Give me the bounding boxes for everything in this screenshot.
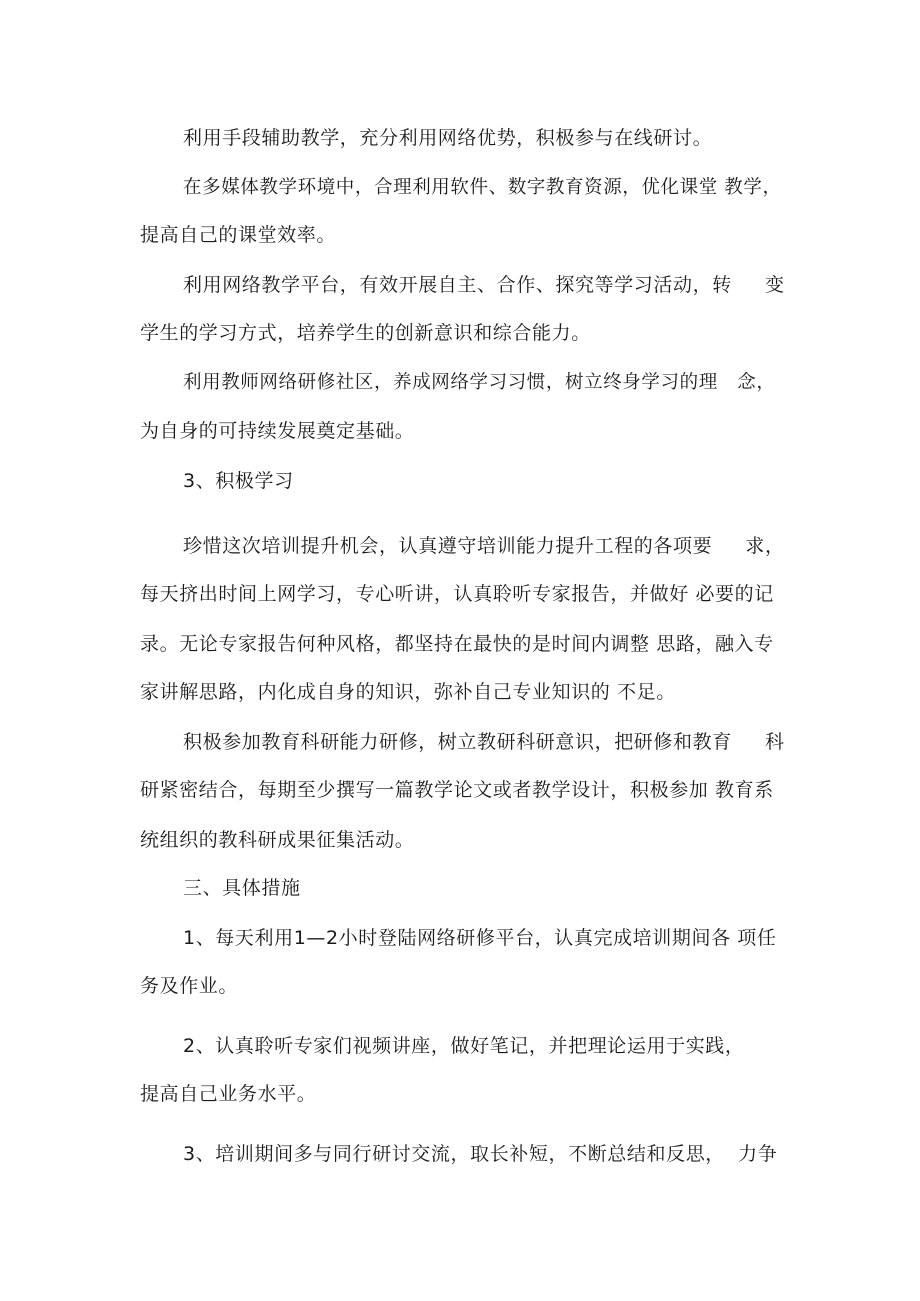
paragraph-line: 2、认真聆听专家们视频讲座，做好笔记，并把理论运用于实践， [183, 1035, 745, 1057]
section-heading: 3、积极学习 [183, 470, 294, 492]
paragraph-line: 录。无论专家报告何种风格，都坚持在最快的是时间内调整 思路，融入专 [140, 633, 774, 655]
paragraph-line: 利用网络教学平台，有效开展自主、合作、探究等学习活动，转 变 [183, 274, 785, 296]
paragraph-line: 家讲解思路，内化成自身的知识，弥补自己专业知识的 不足。 [140, 681, 676, 703]
paragraph-line: 学生的学习方式，培养学生的创新意识和综合能力。 [140, 322, 591, 344]
paragraph-line: 提高自己业务水平。 [140, 1083, 317, 1105]
paragraph-line: 为自身的可持续发展奠定基础。 [140, 420, 415, 442]
paragraph-line: 研紧密结合，每期至少撰写一篇教学论文或者教学设计，积极参加 教育系 [140, 779, 774, 801]
paragraph-line: 1、每天利用1—2小时登陆网络研修平台，认真完成培训期间各 项任 [183, 927, 777, 949]
paragraph-line: 提高自己的课堂效率。 [140, 224, 337, 246]
paragraph-line: 在多媒体教学环境中，合理利用软件、数字教育资源，优化课堂 教学， [183, 177, 782, 198]
paragraph-line: 利用手段辅助教学，充分利用网络优势，积极参与在线研讨。 [183, 127, 713, 149]
paragraph-line: 3、培训期间多与同行研讨交流，取长补短，不断总结和反思， 力争 [183, 1143, 778, 1165]
paragraph-line: 统组织的教科研成果征集活动。 [140, 829, 415, 851]
paragraph-line: 珍惜这次培训提升机会，认真遵守培训能力提升工程的各项要 求， [183, 535, 785, 557]
paragraph-line: 每天挤出时间上网学习，专心听讲，认真聆听专家报告，并做好 必要的记 [140, 583, 774, 605]
section-heading: 三、具体措施 [183, 877, 301, 899]
paragraph-line: 积极参加教育科研能力研修，树立教研科研意识，把研修和教育 科 [183, 731, 785, 753]
paragraph-line: 利用教师网络研修社区，养成网络学习习惯，树立终身学习的理 念， [183, 372, 776, 393]
paragraph-line: 务及作业。 [140, 975, 239, 997]
